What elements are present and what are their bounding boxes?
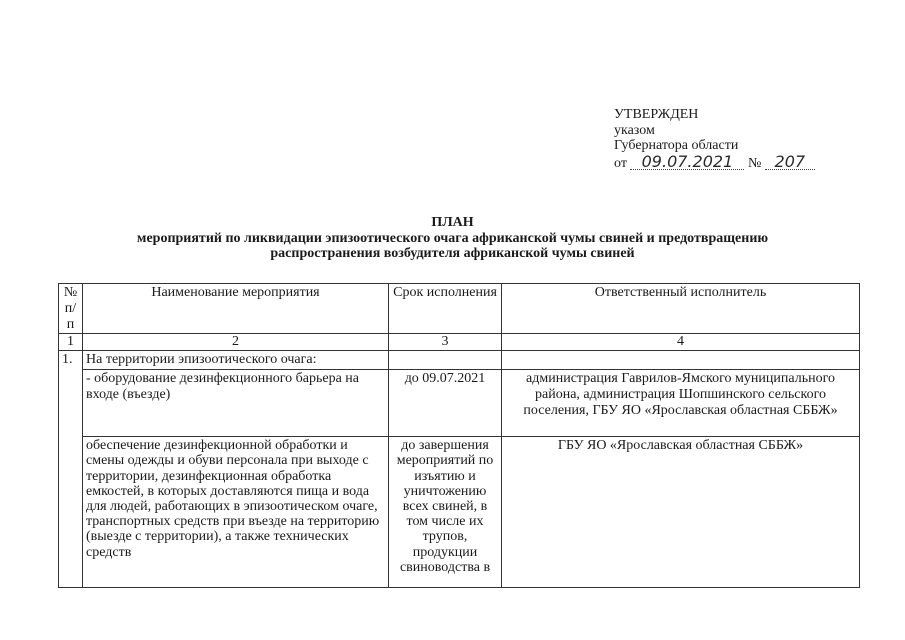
- number-prefix: №: [747, 155, 762, 171]
- header-name: Наименование мероприятия: [83, 284, 389, 334]
- title-line-3: распространения возбудителя африканской чумы свиней: [270, 246, 635, 261]
- row-1-responsible: администрация Гаврилов-Ямского муниципального района, администрация Шопшинского сельского поселения, ГБУ ЯО «Ярославская областная СББЖ»: [502, 370, 860, 437]
- table-row: [59, 437, 860, 588]
- row-2-name: обеспечение дезинфекционной обработки и смены одежды и обуви персонала при выходе с территории, дезинфекционная обработка емкостей, в которых доставляются пища и вода для людей, работающих в эпизоотическом очаге, транспортных средств при въезде на территорию (выезде с территории), а также технических средств: [83, 437, 389, 588]
- plan-table: [58, 283, 860, 588]
- table-header-row: [59, 284, 860, 334]
- col-number-1: 1: [59, 334, 83, 351]
- handwritten-number: 207: [765, 154, 815, 171]
- approval-date-line: [614, 151, 874, 172]
- row-2-deadline: до завершения мероприятий по изъятию и уничтожению всех свиней, в том числе их трупов, продукции свиноводства в: [389, 437, 502, 588]
- section-number: 1.: [59, 351, 83, 588]
- approval-heading: УТВЕРЖДЕН: [614, 107, 699, 122]
- title-plan: ПЛАН: [431, 215, 474, 230]
- header-num: № п/п: [59, 284, 83, 334]
- col-number-2: 2: [83, 334, 389, 351]
- approval-governor: Губернатора области: [614, 138, 739, 153]
- row-2-responsible: ГБУ ЯО «Ярославская областная СББЖ»: [502, 437, 860, 588]
- row-1-deadline: до 09.07.2021: [389, 370, 502, 437]
- header-responsible: Ответственный исполнитель: [502, 284, 860, 334]
- header-deadline: Срок исполнения: [389, 284, 502, 334]
- col-number-3: 3: [389, 334, 502, 351]
- handwritten-date: 09.07.2021: [630, 154, 744, 171]
- table-row: [59, 351, 860, 370]
- column-number-row: [59, 334, 860, 351]
- title-line-2: мероприятий по ликвидации эпизоотического очага африканской чумы свиней и предотвращению: [136, 230, 769, 246]
- approval-decree: указом: [614, 122, 655, 138]
- col-number-4: 4: [502, 334, 860, 351]
- date-prefix: от: [614, 155, 627, 171]
- table-row: [59, 370, 860, 437]
- section-title: На территории эпизоотического очага:: [83, 351, 389, 370]
- approval-stamp: [614, 107, 874, 171]
- document-title: [0, 215, 905, 262]
- row-1-name: - оборудование дезинфекционного барьера на входе (въезде): [83, 370, 389, 437]
